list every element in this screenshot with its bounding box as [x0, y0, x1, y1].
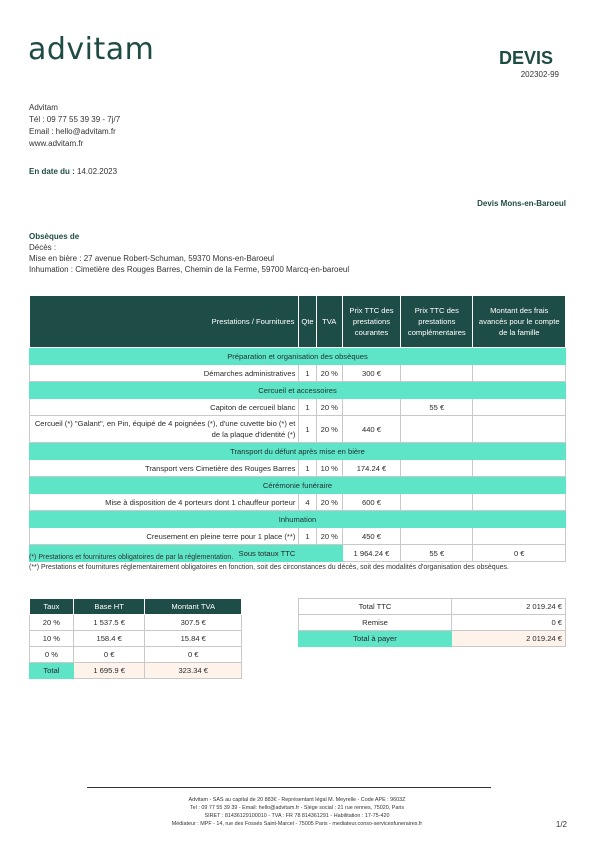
row-qte: 1 — [299, 399, 316, 416]
note-obligatoire: (*) Prestations et fournitures obligatoires de par la réglementation. — [29, 554, 234, 561]
row-courante — [342, 399, 400, 416]
table-row — [30, 647, 242, 663]
vat-taux: 10 % — [30, 631, 74, 647]
header-prix-complementaires: Prix TTC des prestations complémentaires — [401, 296, 473, 348]
vat-taux: 0 % — [30, 647, 74, 663]
total-ttc-label: Total TTC — [299, 599, 452, 615]
vat-table — [29, 598, 242, 679]
section-title: Inhumation — [30, 511, 566, 528]
row-tva: 20 % — [316, 399, 342, 416]
header-prestations: Prestations / Fournitures — [30, 296, 299, 348]
vat-header-montant: Montant TVA — [145, 599, 242, 615]
table-row — [30, 494, 566, 511]
total-payer-value: 2 019.24 € — [452, 631, 566, 647]
vat-total-montant: 323.34 € — [145, 663, 242, 679]
vat-base: 0 € — [73, 647, 145, 663]
row-complementaire — [401, 460, 473, 477]
row-label: Cercueil (*) "Galant", en Pin, équipé de 4 poignées (*), d'une cuvette bio (*) et de la plaque d'identité (*) — [30, 416, 299, 443]
company-name: Advitam — [29, 103, 58, 112]
footer-contact: Tel : 09 77 55 39 39 - Email: hello@advitam.fr - Siège social : 21 rue rennes, 75020, Paris — [189, 805, 405, 811]
row-avance — [473, 399, 566, 416]
section-title: Cérémonie funéraire — [30, 477, 566, 494]
total-payer-label: Total à payer — [299, 631, 452, 647]
remise-value: 0 € — [452, 615, 566, 631]
row-label: Capiton de cercueil blanc — [30, 399, 299, 416]
row-label: Transport vers Cimetière des Rouges Barres — [30, 460, 299, 477]
row-courante: 450 € — [342, 528, 400, 545]
vat-base: 1 537.5 € — [73, 615, 145, 631]
vat-montant: 307.5 € — [145, 615, 242, 631]
mise-en-biere-line: Mise en bière : 27 avenue Robert-Schuman, 59370 Mons-en-Baroeul — [29, 254, 275, 263]
vat-header-taux: Taux — [30, 599, 74, 615]
company-logo: advitam — [28, 32, 155, 67]
row-qte: 1 — [299, 528, 316, 545]
row-avance — [473, 494, 566, 511]
row-label: Démarches administratives — [30, 365, 299, 382]
vat-total-row — [30, 663, 242, 679]
row-avance — [473, 528, 566, 545]
document-number: 202302-99 — [520, 70, 559, 79]
quote-table — [29, 295, 566, 562]
vat-total-base: 1 695.9 € — [73, 663, 145, 679]
table-row — [30, 399, 566, 416]
header-qte: Qte — [299, 296, 316, 348]
row-tva: 20 % — [316, 365, 342, 382]
table-row — [30, 615, 242, 631]
row-avance — [473, 460, 566, 477]
company-email: Email : hello@advitam.fr — [29, 127, 116, 136]
row-courante: 300 € — [342, 365, 400, 382]
section-title: Transport du défunt après mise en bière — [30, 443, 566, 460]
branch-title: Devis Mons-en-Baroeul — [477, 199, 566, 208]
row-qte: 1 — [299, 460, 316, 477]
vat-total-label: Total — [30, 663, 74, 679]
row-label: Mise à disposition de 4 porteurs dont 1 chauffeur porteur — [30, 494, 299, 511]
footer-legal: Advitam - SAS au capital de 20 883€ - Représentant légal M. Meyrelle - Code APE : 9603Z — [188, 797, 406, 803]
row-avance — [473, 365, 566, 382]
row-courante: 174.24 € — [342, 460, 400, 477]
row-complementaire — [401, 365, 473, 382]
row-complementaire — [401, 528, 473, 545]
table-row — [30, 631, 242, 647]
row-qte: 1 — [299, 365, 316, 382]
date-label: En date du : — [29, 167, 75, 176]
vat-base: 158.4 € — [73, 631, 145, 647]
row-complementaire: 55 € — [401, 399, 473, 416]
row-tva: 20 % — [316, 528, 342, 545]
vat-taux: 20 % — [30, 615, 74, 631]
row-courante: 440 € — [342, 416, 400, 443]
table-row — [30, 460, 566, 477]
footer-siret: SIRET : 81436129100010 - TVA : FR 78 814361291 - Habilitation : 17-75-420 — [204, 813, 390, 819]
remise-row — [299, 615, 566, 631]
row-tva: 20 % — [316, 416, 342, 443]
page-number: 1/2 — [555, 820, 567, 829]
vat-montant: 15.84 € — [145, 631, 242, 647]
footer-divider — [87, 787, 491, 788]
company-phone: Tél : 09 77 55 39 39 - 7j/7 — [29, 115, 121, 124]
company-info — [29, 102, 120, 150]
obseques-block — [29, 231, 349, 275]
header-tva: TVA — [316, 296, 342, 348]
footer — [87, 796, 507, 828]
total-ttc-row — [299, 599, 566, 615]
inhumation-line: Inhumation : Cimetière des Rouges Barres, Chemin de la Ferme, 59700 Marcq-en-baroeul — [29, 265, 350, 274]
note-circonstances: (**) Prestations et fournitures réglementairement obligatoires en fonction, soit des circonstances du décès, soit des modalités d'organisation des obsèques. — [29, 563, 509, 571]
totals-table — [298, 598, 566, 647]
subtotal-label: Sous totaux TTC — [30, 545, 299, 562]
row-complementaire — [401, 494, 473, 511]
date-value: 14.02.2023 — [77, 167, 118, 176]
header-prix-courantes: Prix TTC des prestations courantes — [342, 296, 400, 348]
vat-header-base: Base HT — [73, 599, 145, 615]
table-row — [30, 528, 566, 545]
table-row — [30, 365, 566, 382]
total-ttc-value: 2 019.24 € — [452, 599, 566, 615]
vat-montant: 0 € — [145, 647, 242, 663]
header-frais-avances: Montant des frais avancés pour le compte de la famille — [473, 296, 566, 348]
obseques-heading: Obsèques de — [29, 232, 80, 241]
subtotal-complementaire: 55 € — [401, 545, 473, 562]
row-label: Creusement en pleine terre pour 1 place (**) — [30, 528, 299, 545]
remise-label: Remise — [299, 615, 452, 631]
row-tva: 20 % — [316, 494, 342, 511]
row-avance — [473, 416, 566, 443]
section-title: Préparation et organisation des obsèques — [30, 348, 566, 365]
notes-block — [29, 553, 566, 572]
row-tva: 10 % — [316, 460, 342, 477]
subtotal-avance: 0 € — [473, 545, 566, 562]
company-website[interactable]: www.advitam.fr — [29, 139, 84, 148]
deces-line: Décès : — [29, 243, 57, 252]
footer-mediateur: Médiateur : MPF - 14, rue des Fossés Saint-Marcel - 75005 Paris - mediateur.conso-servicesfuneraires.fr — [171, 821, 423, 827]
row-qte: 4 — [299, 494, 316, 511]
date-line — [29, 167, 117, 176]
row-complementaire — [401, 416, 473, 443]
row-qte: 1 — [299, 416, 316, 443]
total-payer-row — [299, 631, 566, 647]
section-title: Cercueil et accessoires — [30, 382, 566, 399]
subtotal-courante: 1 964.24 € — [342, 545, 400, 562]
document-title: DEVIS — [498, 48, 553, 68]
table-row — [30, 416, 566, 443]
row-courante: 600 € — [342, 494, 400, 511]
